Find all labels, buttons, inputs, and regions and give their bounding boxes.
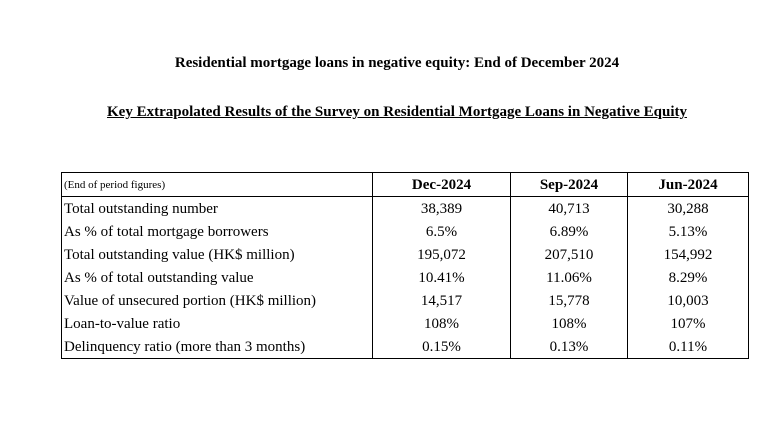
table-row <box>62 335 749 359</box>
cell-sep-2024: 40,713 <box>511 197 628 221</box>
cell-dec-2024: 6.5% <box>373 220 511 243</box>
cell-jun-2024: 8.29% <box>628 266 749 289</box>
negative-equity-table <box>61 172 749 359</box>
cell-dec-2024: 38,389 <box>373 197 511 221</box>
table-row <box>62 312 749 335</box>
cell-sep-2024: 108% <box>511 312 628 335</box>
cell-jun-2024: 30,288 <box>628 197 749 221</box>
cell-sep-2024: 11.06% <box>511 266 628 289</box>
row-label: As % of total outstanding value <box>62 266 373 289</box>
document-title: Residential mortgage loans in negative equity: End of December 2024 <box>174 55 620 71</box>
cell-dec-2024: 10.41% <box>373 266 511 289</box>
header-period-note: (End of period figures) <box>62 173 373 197</box>
cell-sep-2024: 6.89% <box>511 220 628 243</box>
header-sep-2024: Sep-2024 <box>511 173 628 197</box>
row-label: Total outstanding number <box>62 197 373 221</box>
table-subtitle: Key Extrapolated Results of the Survey on Residential Mortgage Loans in Negative Equity <box>107 104 687 120</box>
row-label: Loan-to-value ratio <box>62 312 373 335</box>
table-header-row <box>62 173 749 197</box>
row-label: Total outstanding value (HK$ million) <box>62 243 373 266</box>
header-jun-2024: Jun-2024 <box>628 173 749 197</box>
table-row <box>62 289 749 312</box>
cell-dec-2024: 0.15% <box>373 335 511 359</box>
cell-sep-2024: 207,510 <box>511 243 628 266</box>
cell-dec-2024: 14,517 <box>373 289 511 312</box>
table-row <box>62 197 749 221</box>
table-row <box>62 243 749 266</box>
cell-sep-2024: 15,778 <box>511 289 628 312</box>
cell-dec-2024: 195,072 <box>373 243 511 266</box>
row-label: As % of total mortgage borrowers <box>62 220 373 243</box>
cell-jun-2024: 0.11% <box>628 335 749 359</box>
row-label: Delinquency ratio (more than 3 months) <box>62 335 373 359</box>
table-row <box>62 266 749 289</box>
cell-dec-2024: 108% <box>373 312 511 335</box>
cell-jun-2024: 10,003 <box>628 289 749 312</box>
row-label: Value of unsecured portion (HK$ million) <box>62 289 373 312</box>
cell-jun-2024: 107% <box>628 312 749 335</box>
header-dec-2024: Dec-2024 <box>373 173 511 197</box>
table-row <box>62 220 749 243</box>
cell-jun-2024: 5.13% <box>628 220 749 243</box>
cell-jun-2024: 154,992 <box>628 243 749 266</box>
cell-sep-2024: 0.13% <box>511 335 628 359</box>
